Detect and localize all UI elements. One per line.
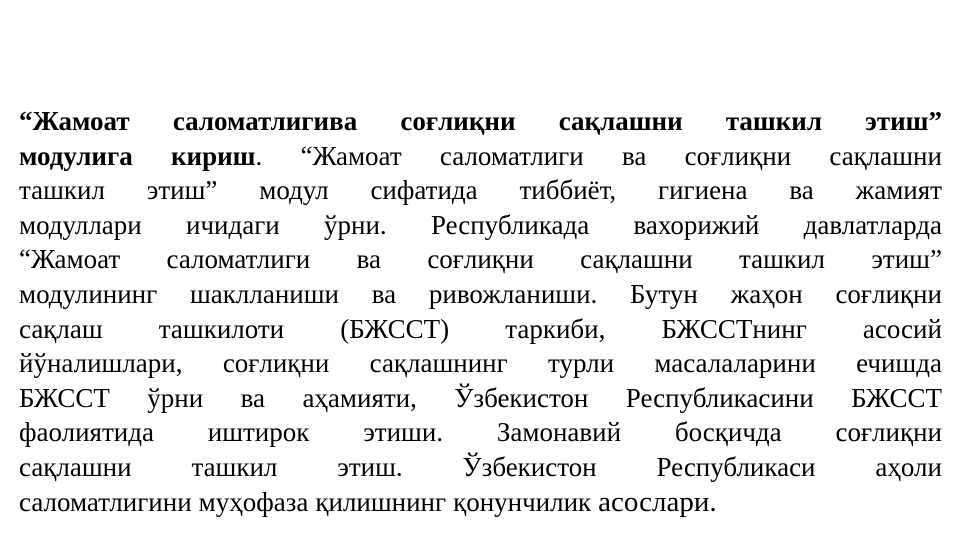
text-line-1 (19, 104, 942, 139)
body-word: вахорижий (633, 209, 760, 240)
body-word: (БЖССТ) (340, 313, 450, 344)
body-word: Ўзбекистон (454, 382, 589, 413)
body-word: сақлашни (829, 140, 942, 171)
body-word: Бутун (630, 278, 698, 309)
body-word: “Жамоат (300, 140, 402, 171)
body-word: ўрни (147, 382, 204, 413)
body-word: йўналишлари, (19, 348, 183, 379)
body-word: ташкил (739, 244, 825, 275)
text-line-10 (19, 415, 942, 450)
body-word: соғлиқни (222, 348, 330, 379)
body-word: Республикада (430, 209, 590, 240)
text-line-7 (19, 312, 942, 347)
body-word: этиш” (146, 175, 218, 206)
body-word: саломатлигини (19, 486, 192, 517)
text-line-4 (19, 208, 942, 243)
body-word: ташкил (19, 175, 105, 206)
body-word: муҳофаза (198, 486, 309, 517)
body-word: этиши. (363, 417, 444, 448)
text-line-2 (19, 139, 942, 174)
heading-end (171, 139, 262, 174)
body-word: асосий (862, 313, 942, 344)
heading-word: кириш (170, 140, 256, 171)
heading-word: ташкил (725, 106, 822, 136)
body-word: сақлашни (580, 244, 693, 275)
body-word: тиббиёт, (519, 175, 617, 206)
body-word: БЖССТ (19, 382, 110, 413)
text-line-6 (19, 277, 942, 312)
heading-word: саломатлигива (172, 106, 358, 136)
text-line-8 (19, 346, 942, 381)
body-word: масалаларини (654, 348, 816, 379)
body-word: фаолиятида (19, 417, 154, 448)
body-word: аҳоли (875, 451, 942, 482)
body-word: иштирок (207, 417, 310, 448)
body-word: этиш. (337, 451, 403, 482)
body-word: ривожланиши. (428, 278, 598, 309)
body-word: соғлиқни (427, 244, 534, 275)
body-word: “Жамоат (19, 244, 121, 275)
body-word: ва (789, 175, 814, 206)
body-word: соғлиқни (684, 140, 792, 171)
body-word: соғлиқни (835, 417, 942, 448)
body-word: ўрни. (324, 209, 387, 240)
heading-word: этиш” (865, 106, 942, 136)
body-word: сақлашнинг (369, 348, 508, 379)
heading-word: сақлашни (558, 106, 683, 136)
body-word: саломатлиги (439, 140, 584, 171)
body-word: ва (371, 278, 397, 309)
body-word: Республикасини (625, 382, 814, 413)
body-word: турли (548, 348, 615, 379)
body-word: давлатларда (803, 209, 942, 240)
heading-word: “Жамоат (19, 106, 130, 136)
body-word: БЖССТ (851, 382, 942, 413)
body-word: аҳамияти, (302, 382, 417, 413)
text-line-3 (19, 173, 942, 208)
body-word: Замонавий (496, 417, 622, 448)
body-word: этиш” (871, 244, 942, 275)
body-word: ташкилоти (158, 313, 285, 344)
heading-word: модулига (19, 140, 133, 171)
body-word: гигиена (658, 175, 748, 206)
body-word: сақлашни (19, 451, 132, 482)
body-word: жаҳон (730, 278, 803, 309)
body-word: Ўзбекистон (462, 451, 597, 482)
body-word: асослари. (598, 485, 717, 518)
body-word: ва (621, 140, 647, 171)
body-word: модул (259, 175, 329, 206)
body-word: босқичда (674, 417, 782, 448)
body-word: таркиби, (505, 313, 606, 344)
body-word: ечишда (856, 348, 942, 379)
sentence-period: . (255, 140, 263, 171)
body-word: қилишнинг (315, 486, 447, 517)
text-line-11 (19, 450, 942, 485)
body-word: модуллари (19, 209, 142, 240)
body-word: ташкил (191, 451, 278, 482)
body-word: сақлаш (19, 313, 103, 344)
body-word: қонунчилик (453, 486, 592, 517)
text-line-5 (19, 242, 942, 277)
text-line-12 (19, 485, 942, 520)
body-word: Республикаси (656, 451, 816, 482)
module-description-paragraph (19, 104, 942, 519)
body-word: ва (356, 244, 381, 275)
body-word: жамият (855, 175, 942, 206)
body-word: ва (240, 382, 266, 413)
body-word: модулининг (19, 278, 158, 309)
body-word: ичидаги (186, 209, 280, 240)
body-word: соғлиқни (835, 278, 942, 309)
body-word: саломатлиги (166, 244, 311, 275)
heading-word: соғлиқни (400, 106, 516, 136)
text-line-9 (19, 381, 942, 416)
body-word: сифатида (370, 175, 478, 206)
body-word: БЖССТнинг (661, 313, 807, 344)
body-word: шаклланиши (190, 278, 339, 309)
